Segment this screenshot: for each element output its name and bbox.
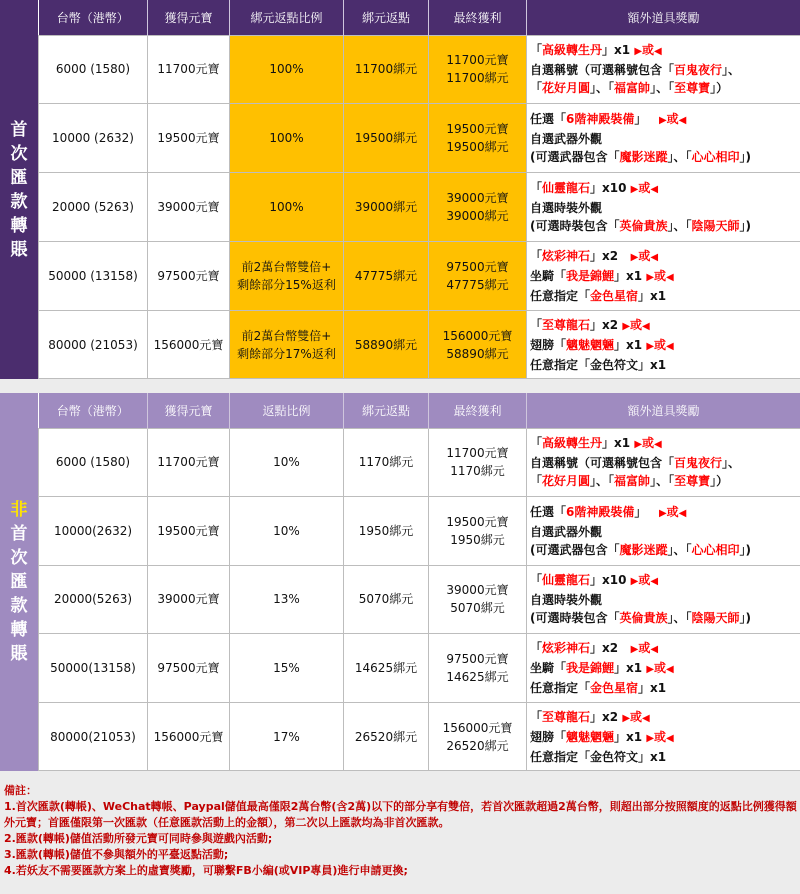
reward-item: 福富帥 bbox=[614, 81, 651, 96]
table-row bbox=[39, 565, 800, 634]
rebate-cell: 5070綁元 bbox=[344, 565, 429, 634]
side-label-text: 首次匯款轉賬 bbox=[10, 119, 28, 260]
reward-cell bbox=[527, 702, 800, 771]
final-yuanbao: 19500元寶 bbox=[446, 122, 509, 137]
header-yuanbao: 獲得元寶 bbox=[148, 0, 230, 35]
reward-text: 」、「 bbox=[667, 150, 692, 165]
twd-cell: 50000(13158) bbox=[39, 634, 148, 703]
table-header-row bbox=[39, 393, 800, 428]
final-rebate: 5070綁元 bbox=[450, 601, 505, 616]
final-rebate: 1170綁元 bbox=[450, 464, 505, 479]
left-arrow-icon: ◀ bbox=[666, 271, 674, 283]
ratio-cell bbox=[230, 310, 344, 379]
reward-text: 「 bbox=[530, 317, 543, 332]
reward-item: 至尊龍石 bbox=[542, 709, 591, 724]
table-row bbox=[39, 497, 800, 566]
right-arrow-icon: ▶ bbox=[646, 664, 655, 676]
or-label: 或 bbox=[642, 436, 655, 451]
table-header-row bbox=[39, 0, 800, 35]
reward-text: 」x1 bbox=[614, 729, 643, 744]
reward-text: 坐騎「 bbox=[530, 661, 567, 676]
reward-text: 任意指定「金色符文」x1 bbox=[530, 749, 667, 764]
reward-item: 我是錦鯉 bbox=[566, 661, 615, 676]
right-arrow-icon: ▶ bbox=[658, 507, 667, 519]
reward-item: 魔影迷蹤 bbox=[619, 542, 668, 557]
reward-text: 「 bbox=[530, 248, 543, 263]
reward-item: 仙靈龍石 bbox=[542, 180, 591, 195]
reward-text: 自選稱號（可選稱號包含「 bbox=[530, 456, 675, 471]
reward-text: 」x2 bbox=[590, 709, 619, 724]
ratio-cell: 10% bbox=[230, 497, 344, 566]
reward-item: 金色星宿 bbox=[590, 288, 639, 303]
reward-text: (可選時裝包含「 bbox=[530, 218, 620, 233]
reward-text: 自選稱號（可選稱號包含「 bbox=[530, 63, 675, 78]
reward-text: 」、「 bbox=[650, 474, 675, 489]
ratio-line: 剩餘部分15%返利 bbox=[237, 277, 336, 292]
table-row bbox=[39, 428, 800, 497]
reward-item: 花好月圓 bbox=[542, 474, 591, 489]
reward-cell bbox=[527, 241, 800, 310]
twd-cell: 10000 (2632) bbox=[39, 104, 148, 173]
note-item: 4.若妖友不需要匯款方案上的虛寶獎勵，可聯繫FB小編(或VIP專員)進行申請更換; bbox=[4, 864, 408, 877]
reward-text: 」 bbox=[634, 112, 647, 127]
ratio-cell: 15% bbox=[230, 634, 344, 703]
reward-item: 6階神殿裝備 bbox=[566, 504, 635, 519]
reward-text: 」x1 bbox=[614, 661, 643, 676]
reward-text: 「 bbox=[530, 180, 543, 195]
left-arrow-icon: ◀ bbox=[650, 251, 659, 263]
final-rebate: 47775綁元 bbox=[446, 277, 509, 292]
final-cell bbox=[429, 173, 527, 242]
twd-cell: 50000 (13158) bbox=[39, 241, 148, 310]
reward-text: 」) bbox=[739, 150, 752, 165]
ratio-cell: 100% bbox=[230, 173, 344, 242]
table-row bbox=[39, 173, 800, 242]
reward-item: 至尊龍石 bbox=[542, 317, 591, 332]
or-label: 或 bbox=[654, 729, 667, 744]
left-arrow-icon: ◀ bbox=[654, 46, 662, 58]
reward-item: 高級轉生丹 bbox=[542, 436, 603, 451]
reward-item: 百鬼夜行 bbox=[674, 456, 723, 471]
reward-text: 」x2 bbox=[590, 317, 619, 332]
twd-cell: 20000 (5263) bbox=[39, 173, 148, 242]
reward-item: 至尊寶 bbox=[674, 474, 711, 489]
table-row bbox=[39, 241, 800, 310]
ratio-line: 前2萬台幣雙倍+ bbox=[241, 328, 332, 343]
reward-item: 炫彩神石 bbox=[542, 641, 591, 656]
reward-text: 」） bbox=[710, 81, 729, 96]
reward-item: 炫彩神石 bbox=[542, 248, 591, 263]
side-label-rest: 首次匯款轉賬 bbox=[10, 524, 28, 664]
rebate-cell: 19500綁元 bbox=[344, 104, 429, 173]
reward-text: 」x1 bbox=[638, 288, 667, 303]
yuanbao-cell: 156000元寶 bbox=[148, 702, 230, 771]
reward-text: 自選時裝外觀 bbox=[530, 593, 603, 608]
reward-text: 「 bbox=[530, 573, 543, 588]
header-final: 最終獲利 bbox=[429, 0, 527, 35]
reward-item: 心心相印 bbox=[691, 150, 740, 165]
reward-item: 福富帥 bbox=[614, 474, 651, 489]
final-cell bbox=[429, 565, 527, 634]
right-arrow-icon: ▶ bbox=[630, 576, 639, 588]
reward-text: 」、「 bbox=[590, 474, 615, 489]
reward-text: 「 bbox=[530, 709, 543, 724]
table-row bbox=[39, 702, 800, 771]
or-label: 或 bbox=[642, 43, 655, 58]
reward-cell bbox=[527, 35, 800, 104]
final-yuanbao: 19500元寶 bbox=[446, 514, 509, 529]
reward-text: 」 bbox=[634, 504, 647, 519]
reward-text: 任意指定「金色符文」x1 bbox=[530, 357, 667, 372]
or-label: 或 bbox=[666, 112, 679, 127]
left-arrow-icon: ◀ bbox=[678, 507, 687, 519]
right-arrow-icon: ▶ bbox=[622, 320, 631, 332]
twd-cell: 10000(2632) bbox=[39, 497, 148, 566]
yuanbao-cell: 11700元寶 bbox=[148, 428, 230, 497]
reward-cell bbox=[527, 310, 800, 379]
right-arrow-icon: ▶ bbox=[646, 271, 655, 283]
final-cell bbox=[429, 497, 527, 566]
header-final: 最終獲利 bbox=[429, 393, 527, 428]
reward-item: 仙靈龍石 bbox=[542, 573, 591, 588]
right-arrow-icon: ▶ bbox=[630, 183, 639, 195]
or-label: 或 bbox=[638, 641, 651, 656]
reward-text: 」x1 bbox=[602, 436, 631, 451]
twd-cell: 20000(5263) bbox=[39, 565, 148, 634]
note-item: 1.首次匯款(轉帳)、WeChat轉帳、Paypal儲值最高僅限2萬台幣(含2萬)以下的部分享有雙倍，若首次匯款超過2萬台幣，則超出部分按照額度的返點比例獲得額外元寶；首匯僅限第一次匯款（任意匯款活動上的金額），第二次以上匯款均為非首次匯款。 bbox=[4, 800, 797, 829]
final-rebate: 14625綁元 bbox=[446, 670, 509, 685]
header-ratio: 綁元返點比例 bbox=[230, 0, 344, 35]
left-arrow-icon: ◀ bbox=[650, 576, 659, 588]
header-ratio: 返點比例 bbox=[230, 393, 344, 428]
left-arrow-icon: ◀ bbox=[666, 340, 674, 352]
header-reward: 額外道具獎勵 bbox=[527, 393, 800, 428]
non-first-transfer-table bbox=[38, 393, 800, 771]
final-cell bbox=[429, 702, 527, 771]
left-arrow-icon: ◀ bbox=[642, 712, 650, 724]
non-first-transfer-side-label bbox=[0, 393, 38, 771]
reward-item: 陰陽天師 bbox=[691, 611, 740, 626]
final-rebate: 39000綁元 bbox=[446, 208, 509, 223]
ratio-cell: 10% bbox=[230, 428, 344, 497]
reward-item: 百鬼夜行 bbox=[674, 63, 723, 78]
ratio-cell: 13% bbox=[230, 565, 344, 634]
final-yuanbao: 97500元寶 bbox=[446, 259, 509, 274]
reward-item: 陰陽天師 bbox=[691, 218, 740, 233]
ratio-line: 前2萬台幣雙倍+ bbox=[241, 259, 332, 274]
yuanbao-cell: 97500元寶 bbox=[148, 634, 230, 703]
reward-text: (可選時裝包含「 bbox=[530, 611, 620, 626]
table-row bbox=[39, 634, 800, 703]
reward-text: 」、「 bbox=[667, 542, 692, 557]
right-arrow-icon: ▶ bbox=[646, 732, 655, 744]
or-label: 或 bbox=[666, 504, 679, 519]
reward-item: 高級轉生丹 bbox=[542, 43, 603, 58]
notes-title: 備註： bbox=[4, 784, 37, 797]
twd-cell: 80000(21053) bbox=[39, 702, 148, 771]
reward-text: 」x2 bbox=[590, 248, 619, 263]
reward-text: 」x10 bbox=[590, 573, 627, 588]
left-arrow-icon: ◀ bbox=[678, 115, 687, 127]
final-rebate: 1950綁元 bbox=[450, 532, 505, 547]
rebate-cell: 58890綁元 bbox=[344, 310, 429, 379]
header-rebate: 綁元返點 bbox=[344, 393, 429, 428]
rebate-cell: 14625綁元 bbox=[344, 634, 429, 703]
reward-item: 花好月圓 bbox=[542, 81, 591, 96]
reward-cell bbox=[527, 565, 800, 634]
reward-text: 」、 bbox=[722, 456, 741, 471]
reward-item: 心心相印 bbox=[691, 542, 740, 557]
left-arrow-icon: ◀ bbox=[666, 732, 674, 744]
right-arrow-icon: ▶ bbox=[646, 340, 655, 352]
reward-item: 至尊寶 bbox=[674, 81, 711, 96]
reward-text: 」、「 bbox=[667, 611, 692, 626]
rebate-cell: 47775綁元 bbox=[344, 241, 429, 310]
side-label-highlight: 非 bbox=[10, 500, 28, 520]
notes-panel bbox=[0, 771, 800, 894]
reward-text: 」x1 bbox=[602, 43, 631, 58]
reward-text: 翅膀「 bbox=[530, 729, 567, 744]
final-rebate: 26520綁元 bbox=[446, 738, 509, 753]
final-cell bbox=[429, 35, 527, 104]
table-row bbox=[39, 35, 800, 104]
final-cell bbox=[429, 428, 527, 497]
right-arrow-icon: ▶ bbox=[634, 439, 643, 451]
rebate-cell: 1170綁元 bbox=[344, 428, 429, 497]
final-cell bbox=[429, 310, 527, 379]
reward-text: 自選時裝外觀 bbox=[530, 200, 603, 215]
rebate-cell: 39000綁元 bbox=[344, 173, 429, 242]
reward-cell bbox=[527, 497, 800, 566]
yuanbao-cell: 19500元寶 bbox=[148, 104, 230, 173]
final-cell bbox=[429, 634, 527, 703]
reward-cell bbox=[527, 173, 800, 242]
or-label: 或 bbox=[638, 248, 651, 263]
reward-item: 魑魅魍魎 bbox=[566, 337, 615, 352]
first-transfer-table bbox=[38, 0, 800, 379]
reward-cell bbox=[527, 428, 800, 497]
left-arrow-icon: ◀ bbox=[650, 644, 659, 656]
right-arrow-icon: ▶ bbox=[622, 712, 631, 724]
header-reward: 額外道具獎勵 bbox=[527, 0, 800, 35]
rebate-cell: 1950綁元 bbox=[344, 497, 429, 566]
reward-text: 「 bbox=[530, 436, 543, 451]
reward-text: 」、 bbox=[722, 63, 741, 78]
rebate-cell: 11700綁元 bbox=[344, 35, 429, 104]
reward-cell bbox=[527, 104, 800, 173]
ratio-cell: 100% bbox=[230, 104, 344, 173]
reward-text: 」) bbox=[739, 218, 752, 233]
left-arrow-icon: ◀ bbox=[642, 320, 650, 332]
reward-text: 「 bbox=[530, 43, 543, 58]
yuanbao-cell: 39000元寶 bbox=[148, 565, 230, 634]
final-yuanbao: 11700元寶 bbox=[446, 53, 509, 68]
reward-text: 自選武器外觀 bbox=[530, 132, 603, 147]
right-arrow-icon: ▶ bbox=[630, 644, 639, 656]
ratio-cell bbox=[230, 241, 344, 310]
final-rebate: 11700綁元 bbox=[446, 71, 509, 86]
final-yuanbao: 39000元寶 bbox=[446, 583, 509, 598]
first-transfer-section bbox=[0, 0, 800, 379]
yuanbao-cell: 19500元寶 bbox=[148, 497, 230, 566]
reward-text: 」x1 bbox=[614, 337, 643, 352]
ratio-line: 剩餘部分17%返利 bbox=[237, 346, 336, 361]
yuanbao-cell: 39000元寶 bbox=[148, 173, 230, 242]
reward-text: 「 bbox=[530, 81, 543, 96]
non-first-transfer-section bbox=[0, 393, 800, 771]
reward-text: 坐騎「 bbox=[530, 268, 567, 283]
left-arrow-icon: ◀ bbox=[666, 664, 674, 676]
reward-text: 任選「 bbox=[530, 112, 567, 127]
or-label: 或 bbox=[630, 317, 643, 332]
final-yuanbao: 156000元寶 bbox=[442, 720, 513, 735]
left-arrow-icon: ◀ bbox=[650, 183, 659, 195]
reward-item: 英倫貴族 bbox=[619, 218, 668, 233]
header-twd: 台幣（港幣） bbox=[39, 0, 148, 35]
yuanbao-cell: 97500元寶 bbox=[148, 241, 230, 310]
reward-item: 6階神殿裝備 bbox=[566, 112, 635, 127]
table-row bbox=[39, 310, 800, 379]
reward-text: 」) bbox=[739, 542, 752, 557]
table-row bbox=[39, 104, 800, 173]
final-cell bbox=[429, 241, 527, 310]
reward-text: 」x1 bbox=[638, 681, 667, 696]
header-yuanbao: 獲得元寶 bbox=[148, 393, 230, 428]
reward-text: 自選武器外觀 bbox=[530, 524, 603, 539]
reward-item: 英倫貴族 bbox=[619, 611, 668, 626]
reward-text: 」) bbox=[739, 611, 752, 626]
final-cell bbox=[429, 104, 527, 173]
section-divider bbox=[0, 379, 800, 393]
right-arrow-icon: ▶ bbox=[630, 251, 639, 263]
ratio-cell: 100% bbox=[230, 35, 344, 104]
or-label: 或 bbox=[638, 573, 651, 588]
reward-text: 」x10 bbox=[590, 180, 627, 195]
or-label: 或 bbox=[638, 180, 651, 195]
reward-text: 翅膀「 bbox=[530, 337, 567, 352]
note-item: 2.匯款(轉帳)儲值活動所發元寶可同時參與遊戲內活動; bbox=[4, 832, 273, 845]
reward-text: 任意指定「 bbox=[530, 288, 591, 303]
right-arrow-icon: ▶ bbox=[658, 115, 667, 127]
first-transfer-side-label bbox=[0, 0, 38, 379]
reward-item: 魑魅魍魎 bbox=[566, 729, 615, 744]
rebate-cell: 26520綁元 bbox=[344, 702, 429, 771]
twd-cell: 6000 (1580) bbox=[39, 428, 148, 497]
reward-cell bbox=[527, 634, 800, 703]
or-label: 或 bbox=[654, 337, 667, 352]
reward-text: 「 bbox=[530, 641, 543, 656]
or-label: 或 bbox=[654, 268, 667, 283]
twd-cell: 80000 (21053) bbox=[39, 310, 148, 379]
final-yuanbao: 39000元寶 bbox=[446, 190, 509, 205]
reward-text: 」x1 bbox=[614, 268, 643, 283]
left-arrow-icon: ◀ bbox=[654, 439, 662, 451]
reward-item: 我是錦鯉 bbox=[566, 268, 615, 283]
twd-cell: 6000 (1580) bbox=[39, 35, 148, 104]
header-rebate: 綁元返點 bbox=[344, 0, 429, 35]
reward-text: 」、「 bbox=[667, 218, 692, 233]
ratio-cell: 17% bbox=[230, 702, 344, 771]
reward-text: 「 bbox=[530, 474, 543, 489]
final-rebate: 58890綁元 bbox=[446, 346, 509, 361]
reward-text: 任選「 bbox=[530, 504, 567, 519]
yuanbao-cell: 156000元寶 bbox=[148, 310, 230, 379]
reward-text: (可選武器包含「 bbox=[530, 542, 620, 557]
note-item: 3.匯款(轉帳)儲值不參與額外的平臺返點活動; bbox=[4, 848, 229, 861]
final-rebate: 19500綁元 bbox=[446, 140, 509, 155]
reward-text: 」x2 bbox=[590, 641, 619, 656]
reward-text: 任意指定「 bbox=[530, 681, 591, 696]
yuanbao-cell: 11700元寶 bbox=[148, 35, 230, 104]
side-label-text bbox=[9, 498, 29, 666]
final-yuanbao: 97500元寶 bbox=[446, 652, 509, 667]
reward-item: 金色星宿 bbox=[590, 681, 639, 696]
reward-text: 」、「 bbox=[650, 81, 675, 96]
reward-text: 」） bbox=[710, 474, 729, 489]
or-label: 或 bbox=[654, 661, 667, 676]
final-yuanbao: 11700元寶 bbox=[446, 446, 509, 461]
reward-item: 魔影迷蹤 bbox=[619, 150, 668, 165]
final-yuanbao: 156000元寶 bbox=[442, 328, 513, 343]
header-twd: 台幣（港幣） bbox=[39, 393, 148, 428]
reward-text: 」、「 bbox=[590, 81, 615, 96]
reward-text: (可選武器包含「 bbox=[530, 150, 620, 165]
or-label: 或 bbox=[630, 709, 643, 724]
right-arrow-icon: ▶ bbox=[634, 46, 643, 58]
